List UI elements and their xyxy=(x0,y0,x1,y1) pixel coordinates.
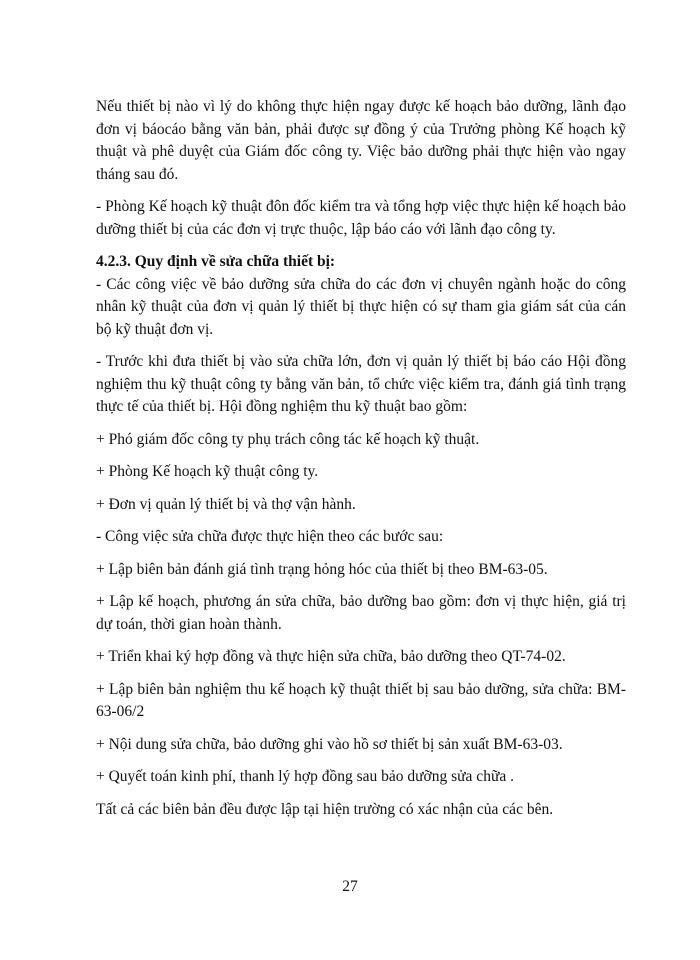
list-item-equipment-records: + Nội dung sửa chữa, bảo dưỡng ghi vào hồ sơ thiết bị sản xuất BM-63-03. xyxy=(96,735,563,753)
paragraph-repair-work-supervision: - Các công việc về bảo dưỡng sửa chữa do các đơn vị chuyên ngành hoặc do công nhân kỹ thuật của đơn vị quản lý thiết bị thực hiện có sự tham gia giám sát của cán bộ kỹ thuật đơn vị. xyxy=(96,275,626,338)
list-item-repair-plan: + Lập kế hoạch, phương án sửa chữa, bảo dưỡng bao gồm: đơn vị thực hiện, giá trị dự toán, thời gian hoàn thành. xyxy=(96,593,626,633)
paragraph-closing-statement: Tất cả các biên bản đều được lập tại hiện trường có xác nhận của các bên. xyxy=(96,800,554,818)
paragraph-repair-steps-intro: - Công việc sửa chữa được thực hiện theo các bước sau: xyxy=(96,528,444,545)
list-item-acceptance-record: + Lập biên bản nghiệm thu kế hoạch kỹ thuật thiết bị sau bảo dưỡng, sửa chữa: BM-63-06/2 xyxy=(96,680,626,720)
document-page xyxy=(96,96,626,821)
paragraph-major-repair-report: - Trước khi đưa thiết bị vào sửa chữa lớn, đơn vị quản lý thiết bị báo cáo Hội đồng nghiệm thu kỹ thuật công ty bằng văn bản, tổ chức việc kiểm tra, đánh giá tình trạng thực tế của thiết bị. Hội đồng nghiệm thu kỹ thuật bao gồm: xyxy=(96,353,626,415)
list-item-planning-department: + Phòng Kế hoạch kỹ thuật công ty. xyxy=(96,463,319,480)
page-number: 27 xyxy=(342,878,358,895)
list-item-cost-settlement: + Quyết toán kinh phí, thanh lý hợp đồng sau bảo dưỡng sửa chữa . xyxy=(96,768,514,785)
paragraph-deferred-maintenance: Nếu thiết bị nào vì lý do không thực hiện ngay được kế hoạch bảo dưỡng, lãnh đạo đơn vị báocáo bằng văn bản, phải được sự đồng ý của Trưởng phòng Kế hoạch kỹ thuật và phê duyệt của Giám đốc công ty. Việc bảo dưỡng phải thực hiện vào ngay tháng sau đó. xyxy=(96,98,626,183)
list-item-contract-execution: + Triển khai ký hợp đồng và thực hiện sửa chữa, bảo dưỡng theo QT-74-02. xyxy=(96,648,566,665)
list-item-deputy-director: + Phó giám đốc công ty phụ trách công tác kế hoạch kỹ thuật. xyxy=(96,430,480,448)
section-heading-repair-rules: 4.2.3. Quy định về sửa chữa thiết bị: xyxy=(96,253,336,270)
paragraph-planning-dept-oversight: - Phòng Kế hoạch kỹ thuật đôn đốc kiểm tra và tổng hợp việc thực hiện kế hoạch bảo dưỡng thiết bị của các đơn vị trực thuộc, lập báo cáo với lãnh đạo công ty. xyxy=(96,198,626,238)
list-item-damage-assessment: + Lập biên bản đánh giá tình trạng hỏng hóc của thiết bị theo BM-63-05. xyxy=(96,560,548,578)
list-item-management-unit: + Đơn vị quản lý thiết bị và thợ vận hành. xyxy=(96,495,356,513)
